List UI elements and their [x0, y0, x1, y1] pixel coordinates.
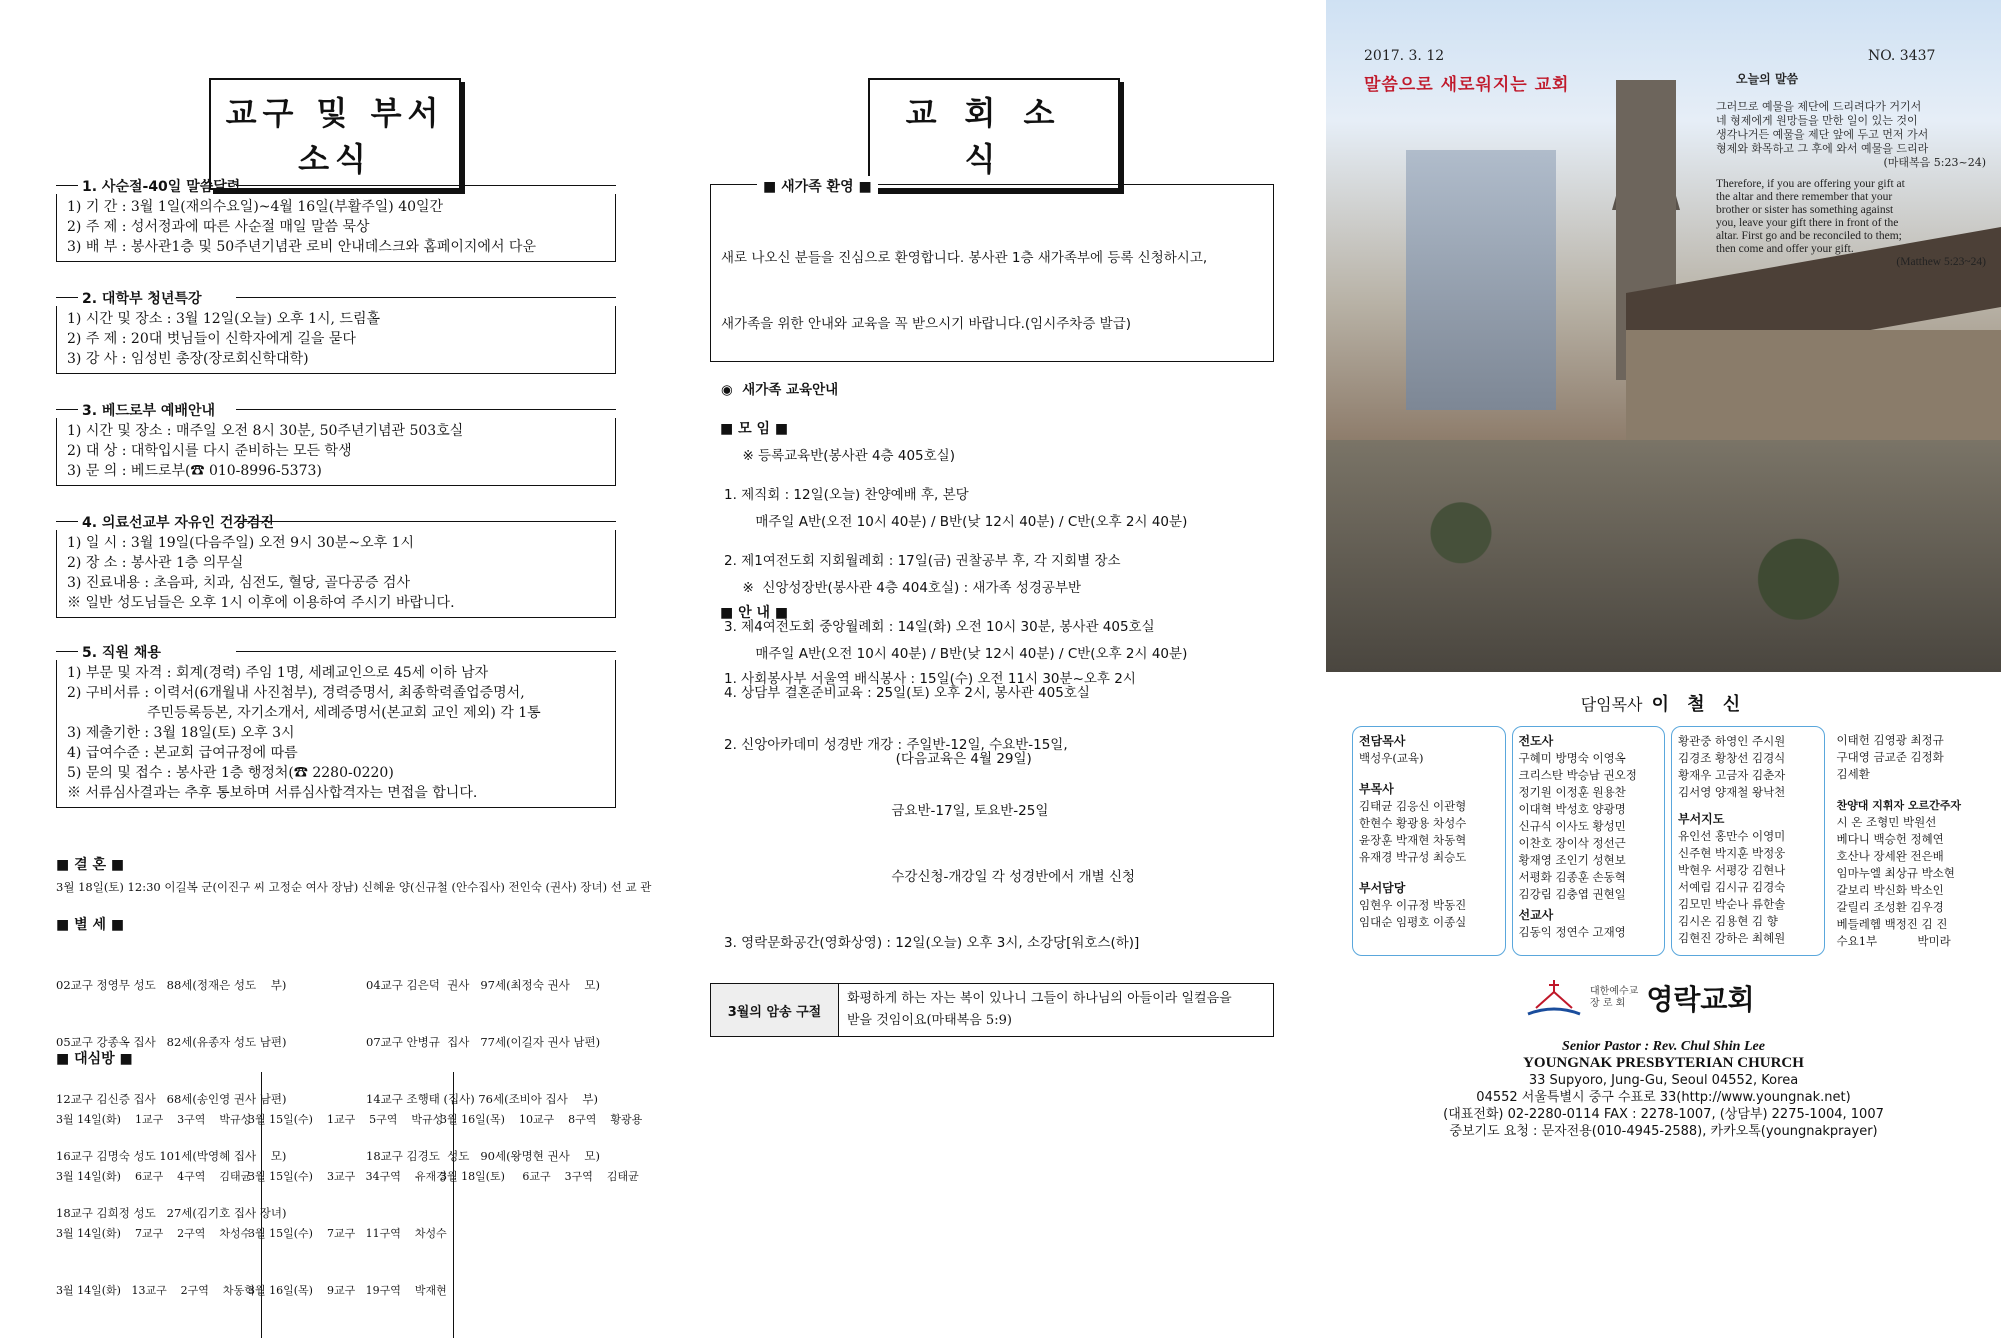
notice-line: 수강신청-개강일 각 성경반에서 개별 신청 [724, 869, 1136, 885]
section-line: 1) 기 간 : 3월 1일(재의수요일)~4월 16일(부활주일) 40일간 [67, 199, 444, 215]
section-line: 5) 문의 및 접수 : 봉사관 1층 행정처(☎ 2280-0220) [67, 765, 394, 781]
verse-ko-line: 그러므로 예물을 제단에 드리려다가 거기서 [1716, 100, 1922, 113]
section-line: 3) 강 사 : 임성빈 총장(장로회신학대학) [67, 351, 309, 367]
staff-line: 이태헌 김영광 최정규 [1836, 733, 1944, 747]
staff-line: 베다니 백승헌 정혜연 [1836, 832, 1944, 846]
section-line: 3) 진료내용 : 초음파, 치과, 심전도, 혈당, 골다공증 검사 [67, 575, 410, 591]
notice-line: 금요반-17일, 토요반-25일 [724, 803, 1049, 819]
bulletin-date: 2017. 3. 12 [1364, 48, 1445, 64]
staff-line: 김강림 김충엽 권현일 [1518, 887, 1626, 901]
verse-en-line: brother or sister has something against [1716, 204, 1894, 216]
staff-line: 김모민 박순나 류한솔 [1678, 897, 1786, 911]
meeting-line: 4. 상담부 결혼준비교육 : 25일(토) 오후 2시, 봉사관 405호실 [724, 685, 1090, 701]
staff-line: 황재영 조인기 성현보 [1518, 853, 1626, 867]
memory-verse-line: 받을 것임이요(마태복음 5:9) [847, 1013, 1012, 1028]
pastor-label: 담임목사 [1580, 695, 1643, 714]
staff-column-4 [1831, 726, 1983, 956]
staff-line: 구대영 금교준 김정화 [1836, 750, 1944, 764]
church-logo [1526, 978, 1755, 1018]
section-line: ※ 일반 성도님들은 오후 1시 이후에 이용하여 주시기 바랍니다. [67, 595, 455, 611]
section-heading: 4. 의료선교부 자유인 건강검진 [56, 512, 616, 530]
staff-column-2 [1512, 726, 1666, 956]
staff-line: 서평화 김종훈 손동혁 [1518, 870, 1626, 884]
staff-line: 윤장훈 박재현 차동혁 [1359, 833, 1467, 847]
newcomer-line: 매주일 A반(오전 10시 40분) / B반(낮 12시 40분) / C반(오후 2시 40분) [721, 646, 1188, 662]
notice-heading: ■ 안 내 ■ [720, 605, 789, 621]
death-item: 07교구 안병규 집사 77세(이길자 권사 남편) [366, 1035, 601, 1049]
section-line: 3) 문 의 : 베드로부(☎ 010-8996-5373) [67, 463, 322, 479]
visitation-col-1 [56, 1072, 262, 1338]
section-line: 1) 부문 및 자격 : 회계(경력) 주임 1명, 세례교인으로 45세 이하 남자 [67, 665, 489, 681]
footer-address-en: 33 Supyoro, Jung-Gu, Seoul 04552, Korea [1528, 1073, 1799, 1088]
visitation-col-2 [248, 1072, 454, 1338]
bulletin-number: NO. 3437 [1868, 48, 1936, 64]
section-line: 2) 주 제 : 20대 벗님들이 신학자에게 길을 묻다 [67, 331, 356, 347]
staff-line: 갈릴리 조성환 김우경 [1836, 900, 1944, 914]
logo-sub-2: 장 로 회 [1590, 998, 1626, 1009]
visitation-heading: ■ 대심방 ■ [56, 1051, 133, 1067]
section-health-check [56, 512, 616, 618]
verse-ko-line: 네 형제에게 원망들을 만한 일이 있는 것이 [1716, 114, 1918, 127]
footer-phone: (대표전화) 02-2280-0114 FAX : 2278-1007, (상담부) 2275-1004, 1007 [1443, 1107, 1884, 1122]
section-lent-calendar [56, 176, 616, 262]
notice-line: 3. 영락문화공간(영화상영) : 12일(오늘) 오후 3시, 소강당[워호스(하)] [724, 935, 1140, 951]
verse-ko-ref: (마태복음 5:23~24) [1883, 156, 1986, 169]
newcomer-line: 새로 나오신 분들을 진심으로 환영합니다. 봉사관 1층 새가족부에 등록 신청하시고, [721, 250, 1208, 266]
section-peter-worship [56, 400, 616, 486]
meeting-line: 2. 제1여전도회 지회월례회 : 17일(금) 권찰공부 후, 각 지회별 장소 [724, 553, 1121, 569]
logo-sub-1: 대한예수교 [1590, 986, 1639, 997]
staff-column-3 [1671, 726, 1825, 956]
section-heading: 1. 사순절-40일 말씀달력 [56, 176, 616, 194]
church-motto: 말씀으로 새로워지는 교회 [1364, 75, 1570, 95]
verse-ko-line: 형제와 화목하고 그 후에 와서 예물을 드리라 [1716, 142, 1929, 155]
footer-address-ko: 04552 서울특별시 중구 수표로 33(http://www.youngnak.net) [1476, 1090, 1851, 1105]
visitation-item: 3월 14일(화) 13교구 2구역 차동혁 [56, 1284, 255, 1297]
memory-verse-line: 화평하게 하는 자는 복이 있나니 그들이 하나님의 아들이라 일컬음을 [847, 991, 1232, 1006]
visitation-item: 3월 15일(수) 7교구 11구역 차성수 [248, 1227, 447, 1240]
section-heading: 3. 베드로부 예배안내 [56, 400, 616, 418]
notice-line: 1. 사회봉사부 서울역 배식봉사 : 15일(수) 오전 11시 30분~오후 2시 [724, 671, 1136, 687]
wedding-heading: ■ 결 혼 ■ [56, 857, 125, 873]
death-item: 12교구 김신증 집사 68세(송인영 권사 남편) [56, 1092, 287, 1106]
staff-group-heading: 부서담당 [1359, 881, 1406, 895]
death-item: 18교구 김희정 성도 27세(김기호 집사 장녀) [56, 1206, 287, 1220]
wedding-text: 3월 18일(토) 12:30 이길복 군(이진구 씨 고정순 여사 장남) 신혜윤 양(신규철 (안수집사) 전인숙 (권사) 장녀) 선 교 관 [56, 880, 652, 894]
verse-en-ref: (Matthew 5:23~24) [1896, 256, 1986, 268]
section-line: 3) 제출기한 : 3월 18일(토) 오후 3시 [67, 725, 295, 741]
visitation-col-3 [440, 1072, 642, 1224]
newcomer-line: 매주일 A반(오전 10시 40분) / B반(낮 12시 40분) / C반(오후 2시 40분) [721, 514, 1188, 530]
newcomer-line: ◉ 새가족 교육안내 [721, 382, 839, 398]
staff-line: 호산나 장세완 전은배 [1836, 849, 1944, 863]
section-line: 1) 시간 및 장소 : 매주일 오전 8시 30분, 50주년기념관 503호실 [67, 423, 464, 439]
staff-line: 김서영 양재철 왕낙천 [1678, 785, 1786, 799]
section-line: 1) 일 시 : 3월 19일(다음주일) 오전 9시 30분~오후 1시 [67, 535, 415, 551]
visitation-item: 3월 14일(화) 7교구 2구역 차성수 [56, 1227, 252, 1240]
death-item: 05교구 강종옥 집사 82세(유종자 성도 남편) [56, 1035, 287, 1049]
staff-line: 임마누엘 최상규 박소현 [1836, 866, 1955, 880]
senior-pastor [1326, 690, 2001, 716]
death-heading: ■ 별 세 ■ [56, 917, 125, 933]
death-item: 02교구 정영무 성도 88세(정재은 성도 부) [56, 978, 287, 992]
staff-line: 구혜미 방명숙 이영옥 [1518, 751, 1626, 765]
section-line: 2) 장 소 : 봉사관 1층 의무실 [67, 555, 244, 571]
meeting-line: (다음교육은 4월 29일) [724, 751, 1032, 767]
staff-directory [1352, 726, 1982, 956]
visitation-item: 3월 14일(화) 1교구 3구역 박규성 [56, 1113, 252, 1126]
staff-line: 갈보리 박신화 박소인 [1836, 883, 1944, 897]
meeting-line: 3. 제4여전도회 중앙월례회 : 14일(화) 오전 10시 30분, 봉사관 405호실 [724, 619, 1155, 635]
cover-footer [1326, 1038, 2001, 1140]
staff-line: 한현수 황광용 차성수 [1359, 816, 1467, 830]
staff-line: 김세환 [1836, 767, 1870, 781]
newcomer-line: 새가족을 위한 안내와 교육을 꼭 받으시기 바랍니다.(임시주차증 발급) [721, 316, 1132, 332]
staff-line: 신규식 이사도 황성민 [1518, 819, 1626, 833]
meeting-line: 1. 제직회 : 12일(오늘) 찬양예배 후, 본당 [724, 487, 969, 503]
section-line: 3) 배 부 : 봉사관1층 및 50주년기념관 로비 안내데스크와 홈페이지에서 다운 [67, 239, 536, 255]
staff-line: 김시온 김용현 김 향 [1678, 914, 1778, 928]
staff-group-heading: 찬양대 지휘자 오르간주자 [1836, 799, 1962, 812]
death-item: 04교구 김은덕 권사 97세(최정숙 권사 모) [366, 978, 600, 992]
section-heading: 2. 대학부 청년특강 [56, 288, 616, 306]
section-line: 2) 구비서류 : 이력서(6개월내 사진첨부), 경력증명서, 최종학력졸업증명서, [67, 685, 525, 701]
staff-line: 임대순 임평호 이종실 [1359, 915, 1467, 929]
staff-group-heading: 부서지도 [1678, 812, 1725, 826]
staff-line: 황재우 고금자 김춘자 [1678, 768, 1786, 782]
meeting-heading: ■ 모 임 ■ [720, 421, 789, 437]
visitation-item: 3월 16일(목) 10교구 8구역 황광용 [440, 1113, 643, 1126]
notice-line: 2. 신앙아카데미 성경반 개강 : 주일반-12일, 수요반-15일, [724, 737, 1068, 753]
footer-church-en: YOUNGNAK PRESBYTERIAN CHURCH [1523, 1055, 1804, 1071]
staff-group-heading: 부목사 [1359, 782, 1394, 796]
death-item: 14교구 조행태 (집사) 76세(조비아 집사 부) [366, 1092, 598, 1106]
staff-line: 이찬호 장이삭 정선근 [1518, 836, 1626, 850]
staff-group-heading: 전담목사 [1359, 734, 1406, 748]
staff-line: 정기원 이정훈 원용찬 [1518, 785, 1626, 799]
newcomer-line: ※ 신앙성장반(봉사관 4층 404호실) : 새가족 성경공부반 [721, 580, 1082, 596]
verse-en-line: altar. First go and be reconciled to them; [1716, 230, 1902, 242]
memory-verse-label: 3월의 암송 구절 [711, 984, 839, 1036]
staff-line: 서예림 김시규 김경숙 [1678, 880, 1786, 894]
verse-ko-line: 생각나거든 예물을 제단 앞에 두고 먼저 가서 [1716, 128, 1929, 141]
staff-line: 백성우(교육) [1359, 751, 1424, 765]
section-line: 1) 시간 및 장소 : 3월 12일(오늘) 오후 1시, 드림홀 [67, 311, 380, 327]
section-line: ※ 서류심사결과는 추후 통보하며 서류심사합격자는 면접을 합니다. [67, 785, 478, 801]
section-staff-hiring [56, 642, 616, 808]
logo-church-name: 영락교회 [1646, 983, 1755, 1016]
staff-line: 김현진 강하은 최혜원 [1678, 931, 1786, 945]
church-logo-icon [1526, 978, 1582, 1018]
death-item: 16교구 김명숙 성도 101세(박영혜 집사 모) [56, 1149, 287, 1163]
newcomer-line: ※ 등록교육반(봉사관 4층 405호실) [721, 448, 955, 464]
verse-en-line: the altar and there remember that your [1716, 191, 1893, 203]
pastor-name: 이 철 신 [1651, 694, 1747, 715]
cover-column [1326, 0, 2001, 1192]
staff-line: 크리스탄 박승남 권오정 [1518, 768, 1637, 782]
staff-line: 베들레헴 백정진 김 진 [1836, 917, 1948, 931]
staff-line: 황관중 하영인 주시원 [1678, 734, 1786, 748]
staff-line: 김경조 황창선 김경식 [1678, 751, 1786, 765]
verse-en-line: Therefore, if you are offering your gift at [1716, 178, 1905, 190]
death-item: 18교구 김경도 성도 90세(왕명현 권사 모) [366, 1149, 600, 1163]
church-news-title: 교회소식 [868, 78, 1120, 190]
newcomer-heading: ■ 새가족 환영 ■ [757, 176, 878, 196]
visitation-item: 3월 15일(수) 3교구 34구역 유재경 [248, 1170, 447, 1183]
section-line: 주민등록등본, 자기소개서, 세례증명서(본교회 교인 제외) 각 1통 [67, 705, 541, 721]
memory-verse-box [710, 983, 1274, 1037]
section-line: 4) 급여수준 : 본교회 급여규정에 따름 [67, 745, 298, 761]
section-line: 2) 주 제 : 성서정과에 따른 사순절 매일 말씀 묵상 [67, 219, 370, 235]
staff-line: 김태균 김응신 이관형 [1359, 799, 1467, 813]
visitation-item: 3월 14일(화) 6교구 4구역 김태균 [56, 1170, 252, 1183]
staff-line: 수요1부 박미라 [1836, 934, 1951, 948]
staff-line: 김동익 정연수 고재영 [1518, 925, 1626, 939]
staff-line: 박현우 서평강 김현나 [1678, 863, 1786, 877]
staff-group-heading: 전도사 [1518, 734, 1554, 748]
verse-en-line: you, leave your gift there in front of the [1716, 217, 1899, 229]
visitation-item: 3월 18일(토) 6교구 3구역 김태균 [440, 1170, 639, 1183]
section-line: 2) 대 상 : 대학입시를 다시 준비하는 모든 학생 [67, 443, 352, 459]
staff-column-1 [1352, 726, 1506, 956]
footer-pastor-en: Senior Pastor : Rev. Chul Shin Lee [1562, 1039, 1765, 1054]
verse-en-line: then come and offer your gift. [1716, 243, 1854, 255]
visitation-item: 3월 16일(목) 9교구 19구역 박재현 [248, 1284, 447, 1297]
staff-line: 신주현 박지훈 박정웅 [1678, 846, 1786, 860]
section-heading: 5. 직원 채용 [56, 642, 616, 660]
visitation-item: 3월 15일(수) 1교구 5구역 박규성 [248, 1113, 444, 1126]
todays-verse [1716, 72, 1986, 269]
parish-news-title: 교구 및 부서소식 [209, 78, 461, 190]
staff-group-heading: 선교사 [1518, 908, 1554, 922]
verse-heading: 오늘의 말씀 [1736, 72, 1799, 86]
staff-line: 유재경 박규성 최승도 [1359, 850, 1467, 864]
section-youth-lecture [56, 288, 616, 374]
footer-prayer-request: 중보기도 요청 : 문자전용(010-4945-2588), 카카오톡(youngnakprayer) [1449, 1124, 1878, 1139]
staff-line: 이대혁 박성호 양광명 [1518, 802, 1626, 816]
staff-line: 유인선 홍만수 이영미 [1678, 829, 1786, 843]
staff-line: 임현우 이규정 박동진 [1359, 898, 1467, 912]
staff-line: 시 온 조형민 박원선 [1836, 815, 1937, 829]
